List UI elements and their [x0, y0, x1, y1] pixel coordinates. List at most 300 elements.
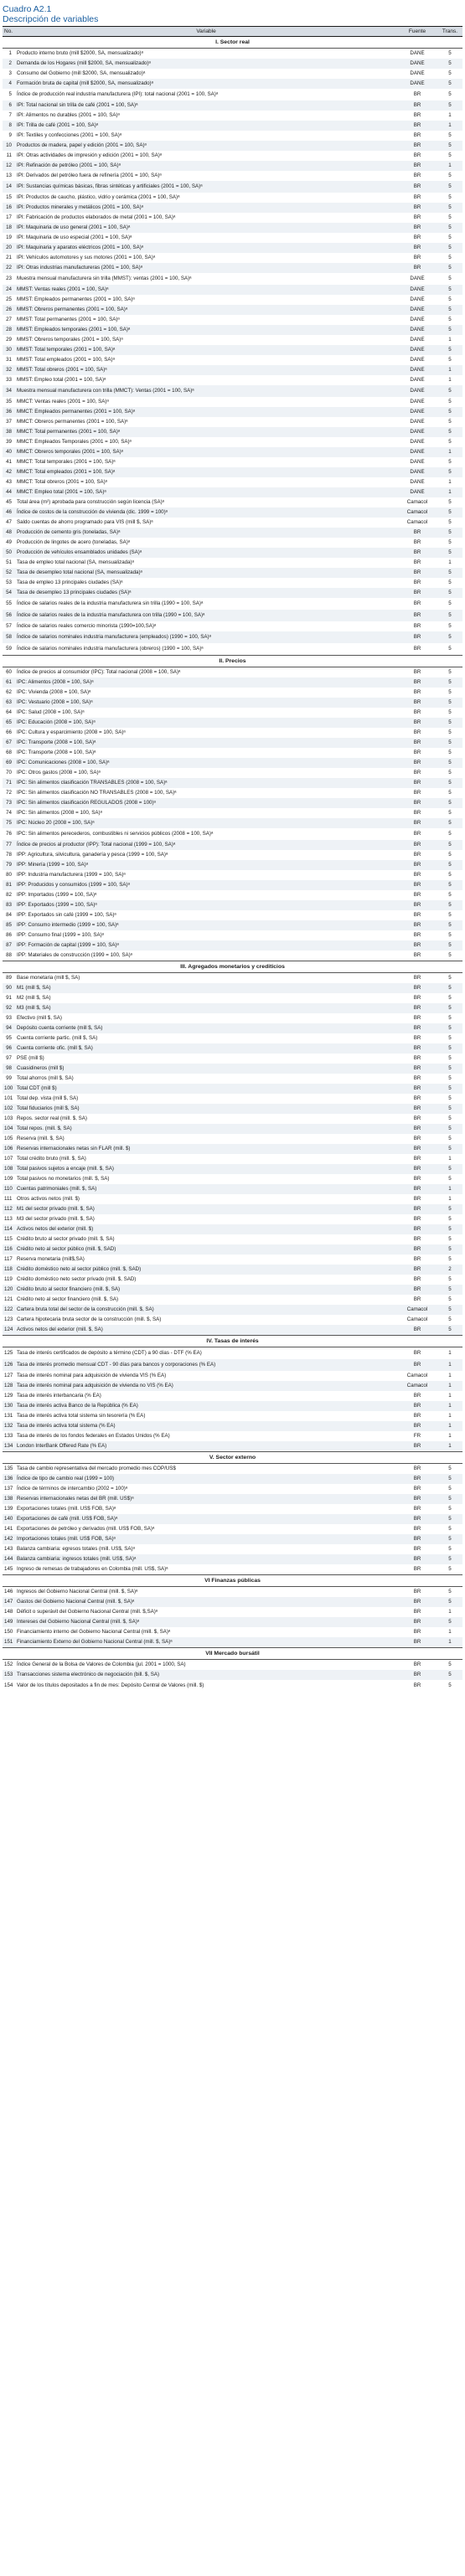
table-row — [3, 643, 462, 656]
variable-name: MMST: Empleados permanentes (2001 = 100, SA)ᵃ — [17, 296, 135, 303]
transformation: 5 — [448, 932, 452, 939]
row-number: 128 — [3, 1381, 15, 1391]
row-number: 136 — [3, 1474, 15, 1484]
variable-name: IPI: Productos de caucho, plástico, vidrio y cerámica (2001 = 100, SA)ᵃ — [17, 194, 180, 201]
table-row — [3, 151, 462, 161]
variable-name: Índice de salarios reales de la industria manufacturera sin trilla (1990 = 100, SA)ᵃ — [17, 600, 204, 607]
row-number: 81 — [3, 880, 15, 890]
table-row — [3, 121, 462, 131]
row-number: 4 — [3, 79, 15, 89]
variable-name: Ingresos del Gobierno Nacional Central (mill. $, SA)ᵃ — [17, 1589, 138, 1595]
table-row — [3, 610, 462, 621]
table-row — [3, 1124, 462, 1134]
table-row — [3, 1204, 462, 1214]
table-row — [3, 1474, 462, 1484]
row-number: 37 — [6, 419, 12, 425]
table-row — [3, 1234, 462, 1244]
variable-name: IPP: Consumo final (1999 = 100, SA)ᵃ — [17, 932, 104, 939]
source: BR — [413, 952, 421, 959]
transformation: 5 — [448, 995, 452, 1002]
transformation: 5 — [437, 203, 462, 213]
transformation: 1 — [437, 121, 462, 131]
source: BR — [413, 1486, 421, 1492]
transformation: 5 — [437, 407, 462, 417]
table-row — [3, 890, 462, 900]
source: BR — [413, 173, 421, 179]
table-row — [3, 778, 462, 788]
source: DANE — [410, 479, 425, 486]
transformation: 5 — [437, 1514, 462, 1524]
table-row — [3, 528, 462, 538]
source: BR — [413, 750, 421, 756]
transformation: 5 — [437, 427, 462, 437]
variable-name: Índice de salarios reales comercio minorista (1990=100,SA)ᵃ — [17, 623, 157, 630]
table-row — [3, 507, 462, 518]
variable-name: Producción de cemento gris (toneladas, SA)ᵃ — [15, 528, 397, 538]
source: BR — [413, 1566, 421, 1573]
transformation: 2 — [437, 1265, 462, 1275]
transformation: 1 — [437, 1421, 462, 1431]
table-row — [3, 171, 462, 181]
source: BR — [397, 1617, 437, 1627]
source: BR — [397, 1494, 437, 1504]
source: BR — [413, 669, 421, 676]
row-number: 74 — [6, 810, 12, 817]
variable-name: MMST: Total permanentes (2001 = 100, SA)ᵃ — [17, 317, 120, 323]
section-title: II. Precios — [3, 656, 462, 667]
table-row — [3, 407, 462, 417]
source: BR — [413, 892, 421, 899]
table-row — [3, 1431, 462, 1441]
source: BR — [413, 1682, 421, 1689]
source: Camacol — [406, 519, 428, 526]
row-number: 64 — [6, 709, 12, 716]
variable-name: Intereses del Gobierno Nacional Central (mill. $, SA)ᵃ — [15, 1617, 397, 1627]
table-row — [3, 1054, 462, 1064]
source: BR — [397, 631, 437, 643]
transformation: 5 — [448, 1176, 452, 1182]
variable-name: Tasa de interés certificados de depósito a término (CDT) a 90 días - DTF (% EA) — [17, 1350, 202, 1357]
table-row — [3, 355, 462, 365]
source: BR — [413, 689, 421, 696]
table-row — [3, 631, 462, 643]
row-number: 109 — [4, 1176, 13, 1182]
transformation: 5 — [448, 70, 452, 77]
row-number: 24 — [3, 285, 15, 295]
row-number: 97 — [6, 1055, 12, 1062]
table-row — [3, 79, 462, 89]
row-number: 135 — [4, 1466, 13, 1472]
source: BR — [413, 1176, 421, 1182]
table-row — [3, 548, 462, 558]
source: BR — [397, 718, 437, 728]
table-row — [3, 223, 462, 233]
source: DANE — [410, 317, 425, 323]
source: BR — [397, 1164, 437, 1174]
variable-name: MMCT: Obreros temporales (2001 = 100, SA)ᵃ — [15, 447, 397, 457]
variable-name: IPC: Vestuario (2008 = 100, SA)ᵃ — [15, 698, 397, 708]
row-number: 139 — [4, 1506, 13, 1512]
variable-name: IPP: Industria manufacturera (1999 = 100, SA)ᵃ — [17, 872, 126, 878]
source: BR — [413, 623, 421, 630]
variable-name: Índice de términos de intercambio (2002 = 100)ᵃ — [17, 1486, 128, 1492]
table-row — [3, 1033, 462, 1043]
transformation: 1 — [437, 1401, 462, 1411]
table-row — [3, 193, 462, 203]
transformation: 5 — [448, 810, 452, 817]
table-row — [3, 1244, 462, 1255]
table-row — [3, 1587, 462, 1598]
row-number: 36 — [3, 407, 15, 417]
variable-name: Tasa de interés promedio mensual CDT - 90 días para bancos y corporaciones (% EA) — [15, 1359, 397, 1371]
table-row — [3, 1315, 462, 1325]
variable-name: IPI: Refinación de petróleo (2001 = 100, SA)ᵃ — [15, 161, 397, 171]
variable-name: IPC: Núcleo 20 (2008 = 100, SA)ᵃ — [15, 818, 397, 828]
transformation: 5 — [448, 1075, 452, 1082]
transformation: 1 — [448, 1413, 452, 1419]
variable-name: Repos. sector real (mill. $, SA) — [17, 1115, 87, 1122]
table-body — [3, 37, 462, 1692]
variable-name: PSE (mill $) — [17, 1055, 44, 1062]
source: BR — [397, 1244, 437, 1255]
source: BR — [397, 758, 437, 768]
source: BR — [397, 840, 437, 850]
row-number: 52 — [3, 568, 15, 578]
source: BR — [413, 1546, 421, 1553]
table-row — [3, 243, 462, 253]
row-number: 84 — [6, 912, 12, 919]
row-number: 21 — [6, 255, 12, 261]
table-row — [3, 1544, 462, 1554]
variable-name: Total fiduciarios (mill $, SA) — [15, 1104, 397, 1114]
variable-name: MMCT: Total empleados (2001 = 100, SA)ᵃ — [15, 467, 397, 477]
transformation: 5 — [448, 1015, 452, 1022]
variable-name: MMST: Empleados temporales (2001 = 100, SA)ᵃ — [15, 325, 397, 335]
transformation: 5 — [437, 263, 462, 273]
row-number: 23 — [6, 276, 12, 282]
table-row — [3, 1554, 462, 1564]
variable-name: IPI: Alimentos no durables (2001 = 100, SA)ᵃ — [17, 112, 120, 119]
source: BR — [413, 1466, 421, 1472]
variable-name: Saldo cuentas de ahorro programado para VIS (mill $, SA)ᵃ — [17, 519, 153, 526]
source: BR — [397, 940, 437, 951]
row-number: 56 — [3, 610, 15, 621]
row-number: 123 — [4, 1316, 13, 1323]
source: BR — [413, 600, 421, 607]
transformation: 1 — [448, 1629, 452, 1636]
transformation: 5 — [448, 1035, 452, 1042]
transformation: 5 — [437, 1023, 462, 1033]
source: BR — [413, 646, 421, 652]
variable-name: Producto interno bruto (mill $2000, SA, mensualizado)ᵃ — [17, 50, 143, 57]
row-number: 42 — [3, 467, 15, 477]
section-header-row — [3, 1648, 462, 1660]
header-trans: Trans. — [437, 27, 462, 37]
row-number: 32 — [3, 365, 15, 375]
table-row — [3, 1514, 462, 1524]
variable-name: IPP: Agricultura, silvicultura, ganadería y pesca (1999 = 100, SA)ᵃ — [17, 852, 168, 858]
transformation: 5 — [437, 610, 462, 621]
row-number: 91 — [6, 995, 12, 1002]
row-number: 76 — [6, 831, 12, 837]
source: BR — [397, 1003, 437, 1013]
transformation: 5 — [448, 729, 452, 736]
variable-name: IPI: Fabricación de productos elaborados de metal (2001 = 100, SA)ᵃ — [17, 214, 176, 221]
variable-name: Tasa de interés interbancaria (% EA) — [17, 1393, 101, 1399]
table-row — [3, 447, 462, 457]
table-row — [3, 1023, 462, 1033]
transformation: 1 — [437, 365, 462, 375]
transformation: 5 — [448, 357, 452, 363]
variable-name: IPP: Materiales de construcción (1999 = 100, SA)ᵃ — [17, 952, 132, 959]
section-title: VII Mercado bursátil — [3, 1648, 462, 1660]
transformation: 5 — [448, 669, 452, 676]
table-row — [3, 1534, 462, 1544]
source: Camacol — [406, 1373, 428, 1379]
source: DANE — [410, 276, 425, 282]
transformation: 5 — [448, 709, 452, 716]
transformation: 5 — [437, 677, 462, 688]
source: DANE — [397, 385, 437, 397]
source: BR — [413, 932, 421, 939]
variable-name: IPI: Otras actividades de impresión y edición (2001 = 100, SA)ᵃ — [17, 152, 163, 159]
row-number: 33 — [6, 377, 12, 384]
variable-name: IPP: Consumo intermedio (1999 = 100, SA)ᵃ — [15, 920, 397, 930]
transformation: 5 — [448, 132, 452, 139]
variable-name: Activos netos del exterior (mill. $) — [15, 1224, 397, 1234]
table-subtitle: Descripción de variables — [3, 14, 99, 24]
variable-name: Valor de los títulos depositados a fin de mes: Depósito Central de Valores (mill. $) — [17, 1682, 204, 1689]
variable-name: M1 (mill $, SA) — [15, 983, 397, 993]
transformation: 5 — [448, 1095, 452, 1102]
source: BR — [413, 872, 421, 878]
source: BR — [397, 1325, 437, 1336]
source: DANE — [410, 399, 425, 405]
variable-name: Tasa de interés de los fondos federales en Estados Unidos (% EA) — [17, 1433, 170, 1440]
transformation: 5 — [448, 892, 452, 899]
source: DANE — [410, 459, 425, 466]
transformation: 5 — [437, 718, 462, 728]
variable-name: Crédito neto al sector público (mill. $, SAD) — [15, 1244, 397, 1255]
table-row — [3, 1660, 462, 1671]
source: BR — [413, 1216, 421, 1223]
source: BR — [397, 1554, 437, 1564]
transformation: 5 — [437, 1104, 462, 1114]
transformation: 5 — [437, 325, 462, 335]
variable-name: Índice de tipo de cambio real (1999 = 100) — [15, 1474, 397, 1484]
variable-name: Cuasidineros (mill $) — [15, 1064, 397, 1074]
source: BR — [413, 1055, 421, 1062]
table-row — [3, 49, 462, 59]
row-number: 69 — [3, 758, 15, 768]
table-row — [3, 1680, 462, 1692]
transformation: 5 — [448, 623, 452, 630]
variable-name: Índice de precios al consumidor (IPC): Total nacional (2008 = 100, SA)ᵃ — [17, 669, 181, 676]
source: BR — [413, 255, 421, 261]
transformation: 5 — [437, 568, 462, 578]
table-row — [3, 850, 462, 860]
transformation: 5 — [437, 385, 462, 397]
variable-name: IPI: Maquinaria de uso especial (2001 = 100, SA)ᵃ — [17, 234, 132, 241]
row-number: 15 — [6, 194, 12, 201]
row-number: 129 — [4, 1393, 13, 1399]
source: BR — [413, 1136, 421, 1142]
row-number: 72 — [6, 790, 12, 796]
transformation: 5 — [448, 214, 452, 221]
row-number: 93 — [6, 1015, 12, 1022]
row-number: 80 — [6, 872, 12, 878]
variable-name: Índice de costos de la construcción de vivienda (dic. 1999 = 100)ᵃ — [15, 507, 397, 518]
row-number: 18 — [3, 223, 15, 233]
source: BR — [397, 1144, 437, 1154]
source: BR — [397, 900, 437, 910]
transformation: 5 — [448, 1466, 452, 1472]
transformation: 5 — [437, 285, 462, 295]
variable-name: IPC: Sin alimentos (2008 = 100, SA)ᵃ — [17, 810, 102, 817]
table-row — [3, 59, 462, 69]
source: BR — [413, 91, 421, 98]
table-row — [3, 487, 462, 497]
table-row — [3, 305, 462, 315]
transformation: 5 — [437, 1043, 462, 1054]
variable-name: MMCT: Obreros permanentes (2001 = 100, SA)ᵃ — [17, 419, 128, 425]
variable-name: Muestra mensual manufacturera con trilla (MMCT): Ventas (2001 = 100, SA)ᵃ — [15, 385, 397, 397]
transformation: 5 — [448, 419, 452, 425]
table-row — [3, 89, 462, 100]
table-row — [3, 273, 462, 285]
source: BR — [413, 852, 421, 858]
table-row — [3, 951, 462, 961]
row-number: 35 — [6, 399, 12, 405]
row-number: 63 — [3, 698, 15, 708]
table-row — [3, 558, 462, 568]
row-number: 140 — [3, 1514, 15, 1524]
variable-name: Tasa de empleo total nacional (SA, mensualizada)ᵃ — [17, 559, 134, 566]
transformation: 5 — [437, 467, 462, 477]
variable-name: IPI: Trilla de café (2001 = 100, SA)ᵃ — [15, 121, 397, 131]
table-row — [3, 808, 462, 818]
transformation: 5 — [448, 439, 452, 446]
transformation: 5 — [437, 818, 462, 828]
transformation: 5 — [448, 255, 452, 261]
table-row — [3, 141, 462, 151]
source: BR — [413, 790, 421, 796]
source: Camacol — [397, 1305, 437, 1315]
source: BR — [397, 818, 437, 828]
row-number: 79 — [3, 860, 15, 870]
variable-name: MMCT: Ventas reales (2001 = 100, SA)ᵃ — [17, 399, 109, 405]
table-row — [3, 1064, 462, 1074]
source: BR — [397, 860, 437, 870]
row-number: 34 — [3, 385, 15, 397]
variable-name: IPC: Transporte (2008 = 100, SA)ᵃ — [17, 750, 96, 756]
row-number: 122 — [3, 1305, 15, 1315]
transformation: 5 — [448, 1055, 452, 1062]
source: DANE — [397, 365, 437, 375]
row-number: 5 — [8, 91, 12, 98]
transformation: 5 — [448, 1216, 452, 1223]
table-row — [3, 588, 462, 598]
row-number: 125 — [4, 1350, 13, 1357]
row-number: 61 — [3, 677, 15, 688]
transformation: 1 — [437, 487, 462, 497]
variable-name: MMCT: Empleados permanentes (2001 = 100, SA)ᵃ — [15, 407, 397, 417]
source: BR — [397, 798, 437, 808]
variable-name: Índice de salarios nominales industria manufacturera (empleados) (1990 = 100, SA)ᵃ — [15, 631, 397, 643]
variable-name: IPI: Textiles y confecciones (2001 = 100, SA)ᵃ — [17, 132, 122, 139]
table-row — [3, 920, 462, 930]
transformation: 5 — [437, 59, 462, 69]
row-number: 95 — [6, 1035, 12, 1042]
transformation: 1 — [437, 1441, 462, 1452]
row-number: 9 — [8, 132, 12, 139]
source: BR — [413, 912, 421, 919]
source: BR — [397, 161, 437, 171]
table-row — [3, 1421, 462, 1431]
table-row — [3, 375, 462, 385]
source: BR — [397, 1204, 437, 1214]
variable-name: Depósito cuenta corriente (mill $, SA) — [15, 1023, 397, 1033]
variable-name: Reservas internacionales netas sin FLAR (mill. $) — [15, 1144, 397, 1154]
table-row — [3, 111, 462, 121]
table-row — [3, 1134, 462, 1144]
row-number: 99 — [6, 1075, 12, 1082]
variable-name: Exportaciones de petróleo y derivados (mill. US$ FOB, SA)ᵃ — [17, 1526, 155, 1533]
table-row — [3, 1381, 462, 1391]
table-row — [3, 718, 462, 728]
transformation: 5 — [437, 1534, 462, 1544]
header-fuente: Fuente — [397, 27, 437, 37]
variable-name: IPP: Minería (1999 = 100, SA)ᵃ — [15, 860, 397, 870]
header-no: No. — [3, 27, 15, 37]
source: DANE — [397, 407, 437, 417]
row-number: 94 — [3, 1023, 15, 1033]
table-row — [3, 365, 462, 375]
row-number: 71 — [3, 778, 15, 788]
table-row — [3, 1013, 462, 1023]
transformation: 5 — [448, 1662, 452, 1668]
variable-name: Muestra mensual manufacturera sin trilla (MMST): ventas (2001 = 100, SA)ᵃ — [17, 276, 192, 282]
variable-name: MMST: Obreros temporales (2001 = 100, SA)ᵃ — [17, 337, 123, 343]
row-number: 20 — [3, 243, 15, 253]
variable-name: Total CDT (mill $) — [15, 1084, 397, 1094]
section-header-row — [3, 656, 462, 667]
row-number: 55 — [6, 600, 12, 607]
row-number: 130 — [3, 1401, 15, 1411]
variable-name: Índice de precios al productor (IPP): Total nacional (1999 = 100, SA)ᵃ — [15, 840, 397, 850]
source: BR — [397, 880, 437, 890]
table-row — [3, 870, 462, 880]
row-number: 114 — [3, 1224, 15, 1234]
transformation: 5 — [448, 539, 452, 546]
variable-name: Total pasivos no monetarios (mill. $, SA) — [17, 1176, 110, 1182]
table-row — [3, 457, 462, 467]
row-number: 96 — [3, 1043, 15, 1054]
row-number: 19 — [6, 234, 12, 241]
table-row — [3, 1401, 462, 1411]
variable-name: IPC: Sin alimentos clasificación REGULADOS (2008 = 100)ᵃ — [15, 798, 397, 808]
row-number: 132 — [3, 1421, 15, 1431]
source: BR — [397, 983, 437, 993]
row-number: 110 — [3, 1184, 15, 1194]
row-number: 60 — [6, 669, 12, 676]
transformation: 5 — [448, 1486, 452, 1492]
transformation: 5 — [437, 1204, 462, 1214]
row-number: 49 — [6, 539, 12, 546]
row-number: 27 — [6, 317, 12, 323]
source: BR — [413, 1296, 421, 1303]
table-row — [3, 427, 462, 437]
